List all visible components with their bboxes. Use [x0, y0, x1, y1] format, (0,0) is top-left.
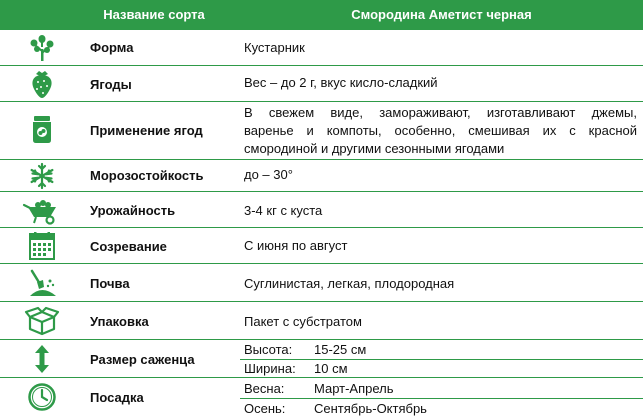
row-label: Морозостойкость: [90, 168, 204, 183]
row-value: Вес – до 2 г, вкус кисло-сладкий: [244, 75, 438, 90]
row-label: Размер саженца: [90, 352, 195, 367]
sub-key: Весна:: [244, 381, 285, 396]
sub-value: Март-Апрель: [314, 381, 394, 396]
table-row: [0, 160, 643, 192]
table-row: [0, 228, 643, 264]
value-line: смородиной и другими сезонными ягодами: [244, 141, 505, 156]
planting-autumn: [240, 401, 643, 419]
row-value: Суглинистая, легкая, плодородная: [244, 276, 455, 291]
strawberry-icon: [22, 69, 62, 99]
snowflake-icon: [22, 161, 62, 191]
clock-icon: [22, 382, 62, 412]
row-label: Почва: [90, 276, 130, 291]
sub-value: Сентябрь-Октябрь: [314, 401, 427, 416]
vertical-arrow-icon: [22, 344, 62, 374]
soil-shovel-icon: [22, 268, 62, 298]
jam-jar-icon: [22, 114, 62, 144]
header-variety-value: Смородина Аметист черная: [351, 7, 532, 22]
row-value: Кустарник: [244, 40, 305, 55]
table-row: [0, 192, 643, 228]
row-value: 3-4 кг с куста: [244, 203, 323, 218]
planting-spring: [240, 381, 643, 399]
row-label: Урожайность: [90, 203, 176, 218]
row-value: Пакет с субстратом: [244, 314, 362, 329]
sub-key: Ширина:: [244, 361, 296, 376]
table-row: [0, 30, 643, 66]
sub-value: 10 см: [314, 361, 348, 376]
sub-value: 15-25 см: [314, 342, 367, 357]
table-header: [0, 0, 643, 30]
row-label: Ягоды: [90, 77, 132, 92]
table-row: [0, 302, 643, 340]
calendar-icon: [22, 231, 62, 261]
row-label: Посадка: [90, 390, 144, 405]
table-row: [0, 264, 643, 302]
row-label: Созревание: [90, 239, 167, 254]
row-value: С июня по август: [244, 238, 348, 253]
row-label: Форма: [90, 40, 134, 55]
tree-icon: [22, 33, 62, 63]
sub-divider: [240, 398, 643, 399]
seedling-height: [240, 342, 643, 360]
sub-key: Осень:: [244, 401, 286, 416]
value-line: варенье и компоты, особенно, смешивая их с красной: [244, 123, 637, 138]
wheelbarrow-icon: [22, 195, 62, 225]
box-icon: [22, 306, 62, 336]
value-line: В свежем виде, замораживают, изготавливают джемы,: [244, 105, 637, 120]
table-row: [0, 66, 643, 102]
row-value: [244, 104, 637, 158]
sub-divider: [240, 359, 643, 360]
row-label: Применение ягод: [90, 123, 203, 138]
seedling-width: [240, 361, 643, 379]
header-variety-name: Название сорта: [103, 7, 205, 22]
row-label: Упаковка: [90, 314, 149, 329]
sub-key: Высота:: [244, 342, 293, 357]
row-value: до – 30°: [244, 167, 293, 182]
table-row: [0, 102, 643, 160]
